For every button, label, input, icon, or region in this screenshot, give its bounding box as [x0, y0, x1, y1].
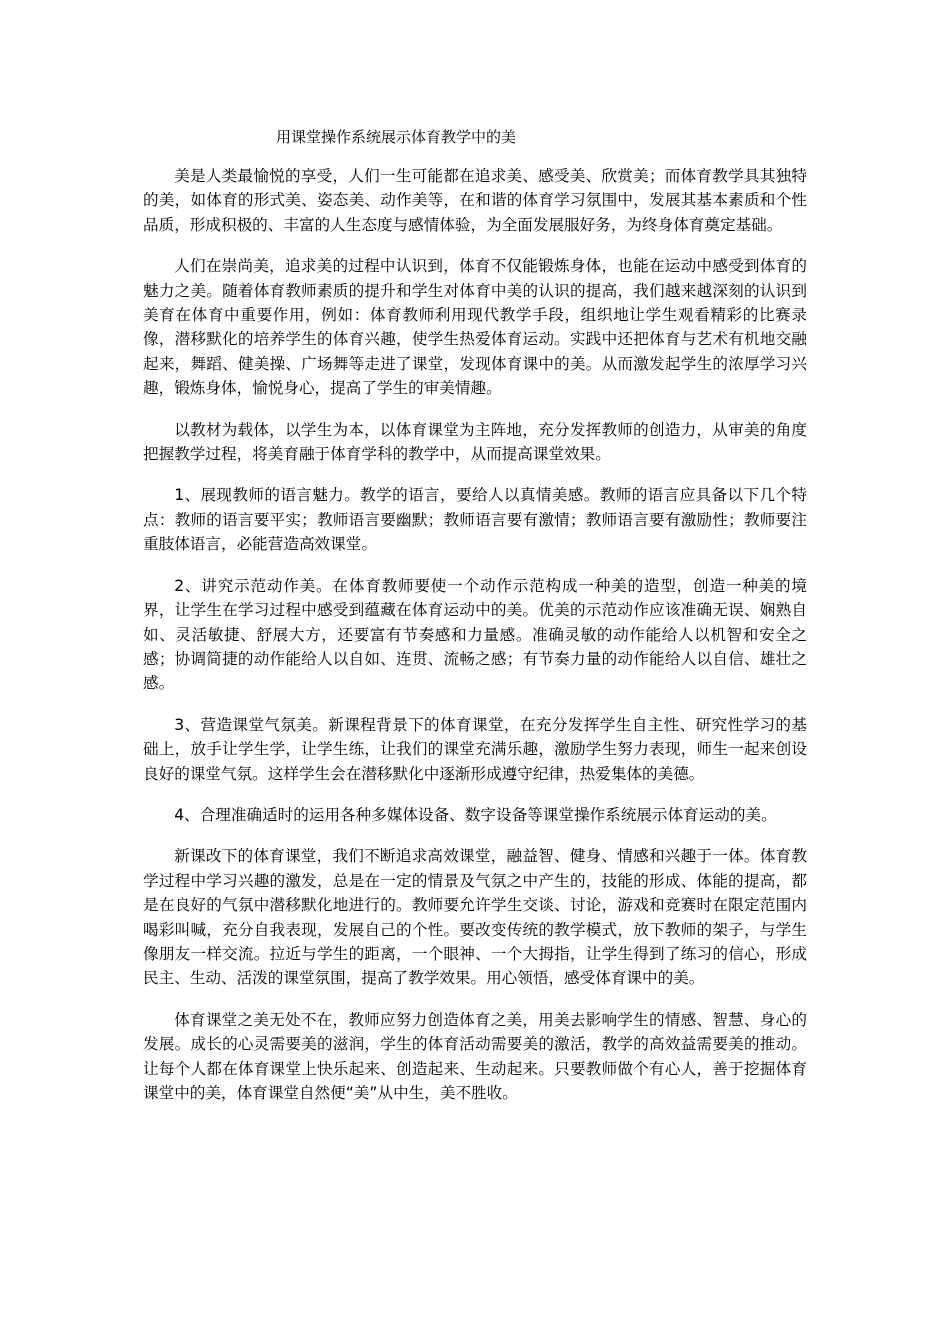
paragraph-point-2-demonstration: 2、讲究示范动作美。在体育教师要使一个动作示范构成一种美的造型，创造一种美的境界，让学生在学习过程中感受到蕴藏在体育运动中的美。优美的示范动作应该准确无误、娴熟自如、灵活敏捷、舒展大方，还要富有节奏感和力量感。准确灵敏的动作能给人以机智和安全之感；协调简捷的动作能给人以自如、连贯、流畅之感；有节奏力量的动作能给人以自信、雄壮之感。 [143, 576, 807, 693]
paragraph-new-curriculum: 新课改下的体育课堂，我们不断追求高效课堂，融益智、健身、情感和兴趣于一体。体育教学过程中学习兴趣的激发，总是在一定的情景及气氛之中产生的，技能的形成、体能的提高，都是在良好的气氛中潜移默化地进行的。教师要允许学生交谈、讨论，游戏和竞赛时在限定范围内喝彩叫喊，充分自我表现，发展自己的个性。要改变传统的教学模式，放下教师的架子，与学生像朋友一样交流。拉近与学生的距离，一个眼神、一个大拇指，让学生得到了练习的信心，形成民主、生动、活泼的课堂氛围，提高了教学效果。用心领悟，感受体育课中的美。 [143, 847, 807, 988]
paragraph-point-3-atmosphere: 3、营造课堂气氛美。新课程背景下的体育课堂，在充分发挥学生自主性、研究性学习的基础上，放手让学生学，让学生练，让我们的课堂充满乐趣，激励学生努力表现，师生一起来创设良好的课堂气氛。这样学生会在潜移默化中逐渐形成遵守纪律，热爱集体的美德。 [143, 715, 807, 783]
paragraph-point-4-multimedia: 4、合理准确适时的运用各种多媒体设备、数字设备等课堂操作系统展示体育运动的美。 [174, 805, 777, 824]
paragraph-conclusion: 体育课堂之美无处不在，教师应努力创造体育之美，用美去影响学生的情感、智慧、身心的发展。成长的心灵需要美的滋润，学生的体育活动需要美的激活，教学的高效益需要美的推动。让每个人都在体育课堂上快乐起来、创造起来、生动起来。只要教师做个有心人，善于挖掘体育课堂中的美，体育课堂自然便“美”从中生，美不胜收。 [143, 1010, 807, 1102]
document-title: 用课堂操作系统展示体育教学中的美 [276, 128, 517, 146]
paragraph-point-1-language: 1、展现教师的语言魅力。教学的语言，要给人以真情美感。教师的语言应具备以下几个特点：教师的语言要平实；教师语言要幽默；教师语言要有激情；教师语言要有激励性；教师要注重肢体语言，必能营造高效课堂。 [143, 486, 807, 554]
paragraph-intro: 美是人类最愉悦的享受，人们一生可能都在追求美、感受美、欣赏美；而体育教学具其独特的美，如体育的形式美、姿态美、动作美等，在和谐的体育学习氛围中，发展其基本素质和个性品质，形成积极的、丰富的人生态度与感情体验，为全面发展服好务，为终身体育奠定基础。 [143, 167, 807, 234]
document-body [143, 164, 807, 1122]
paragraph-teaching-approach: 以教材为载体，以学生为本，以体育课堂为主阵地，充分发挥教师的创造力，从审美的角度把握教学过程，将美育融于体育学科的教学中，从而提高课堂效果。 [143, 420, 807, 464]
paragraph-pursuit-of-beauty: 人们在崇尚美，追求美的过程中认识到，体育不仅能锻炼身体，也能在运动中感受到体育的魅力之美。随着体育教师素质的提升和学生对体育中美的认识的提高，我们越来越深刻的认识到美育在体育中重要作用，例如：体育教师利用现代教学手段，组织地让学生观看精彩的比赛录像，潜移默化的培养学生的体育兴趣，使学生热爱体育运动。实践中还把体育与艺术有机地交融起来，舞蹈、健美操、广场舞等走进了课堂，发现体育课中的美。从而激发起学生的浓厚学习兴趣，锻炼身体，愉悦身心，提高了学生的审美情趣。 [143, 257, 807, 398]
